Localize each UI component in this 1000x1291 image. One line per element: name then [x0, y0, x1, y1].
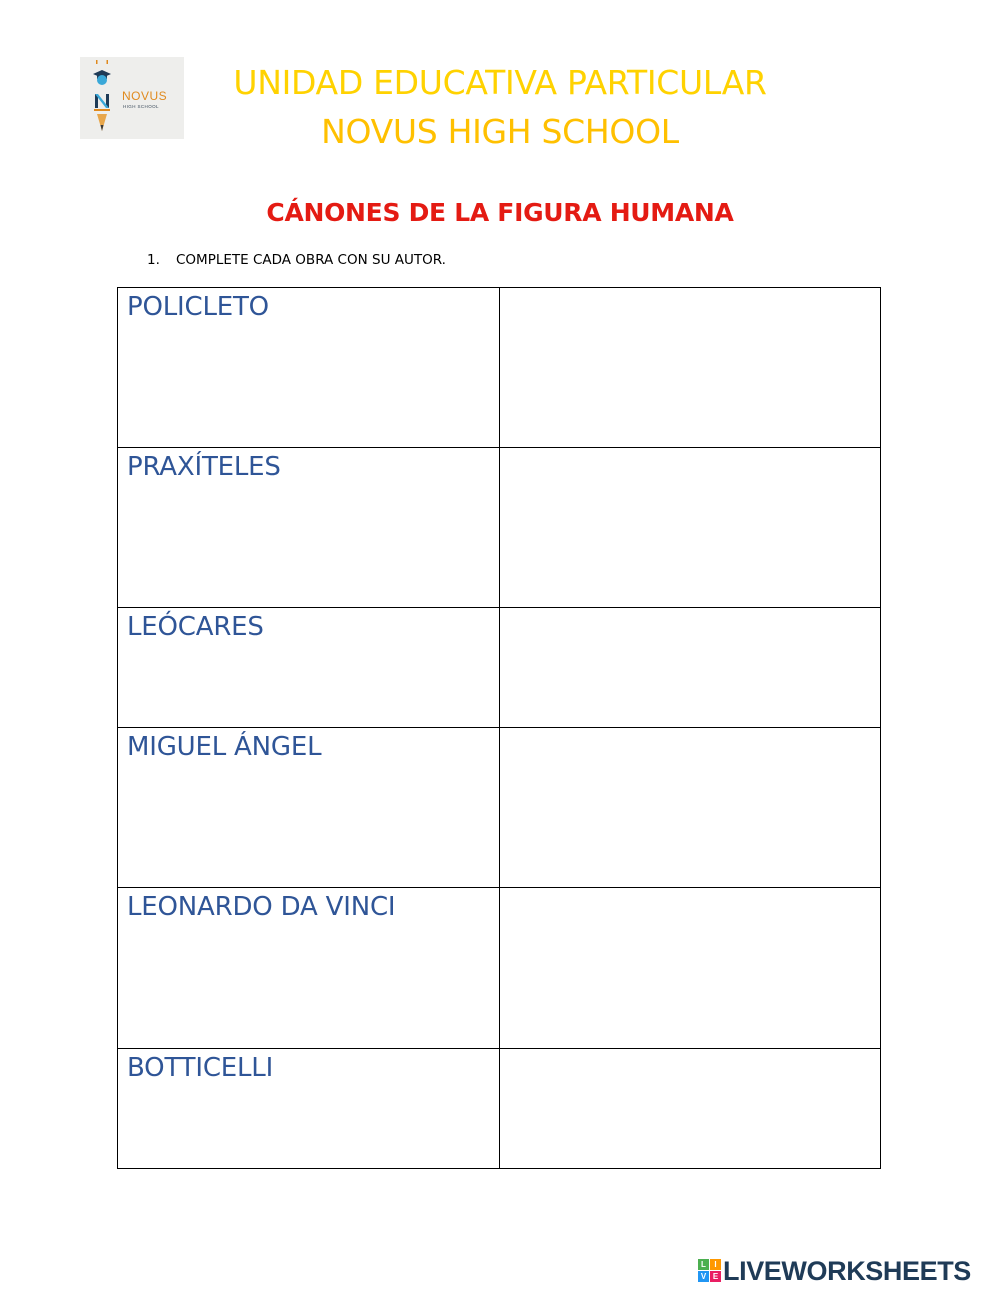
author-cell: MIGUEL ÁNGEL — [118, 728, 500, 888]
author-cell: LEONARDO DA VINCI — [118, 888, 500, 1049]
author-cell: BOTTICELLI — [118, 1049, 500, 1169]
author-cell: PRAXÍTELES — [118, 448, 500, 608]
brand-letter-v: V — [698, 1271, 709, 1282]
answer-cell[interactable] — [500, 288, 881, 448]
brand-letter-e: E — [710, 1271, 721, 1282]
school-name-line2: NOVUS HIGH SCHOOL — [321, 112, 679, 151]
brand-letter-i: I — [710, 1259, 721, 1270]
author-cell: LEÓCARES — [118, 608, 500, 728]
answer-cell[interactable] — [500, 1049, 881, 1169]
answer-cell[interactable] — [500, 608, 881, 728]
table-row — [118, 448, 881, 608]
answer-cell[interactable] — [500, 728, 881, 888]
instruction — [147, 252, 446, 268]
logo-subtitle: HIGH SCHOOL — [123, 104, 159, 109]
worksheet-title: CÁNONES DE LA FIGURA HUMANA — [266, 198, 734, 227]
answer-cell[interactable] — [500, 448, 881, 608]
table-row — [118, 608, 881, 728]
brand-letter-l: L — [698, 1259, 709, 1270]
author-cell: POLICLETO — [118, 288, 500, 448]
author-work-table — [117, 287, 881, 1169]
logo-wordmark: NOVUS — [122, 89, 168, 103]
liveworksheets-icon — [698, 1259, 722, 1283]
brand-name: LIVEWORKSHEETS — [723, 1256, 971, 1286]
answer-cell[interactable] — [500, 888, 881, 1049]
instruction-number: 1. — [147, 252, 160, 268]
school-name-line1: UNIDAD EDUCATIVA PARTICULAR — [233, 63, 767, 102]
table-row — [118, 728, 881, 888]
table-row — [118, 288, 881, 448]
table-row — [118, 1049, 881, 1169]
instruction-text: COMPLETE CADA OBRA CON SU AUTOR. — [176, 252, 446, 268]
table-row — [118, 888, 881, 1049]
